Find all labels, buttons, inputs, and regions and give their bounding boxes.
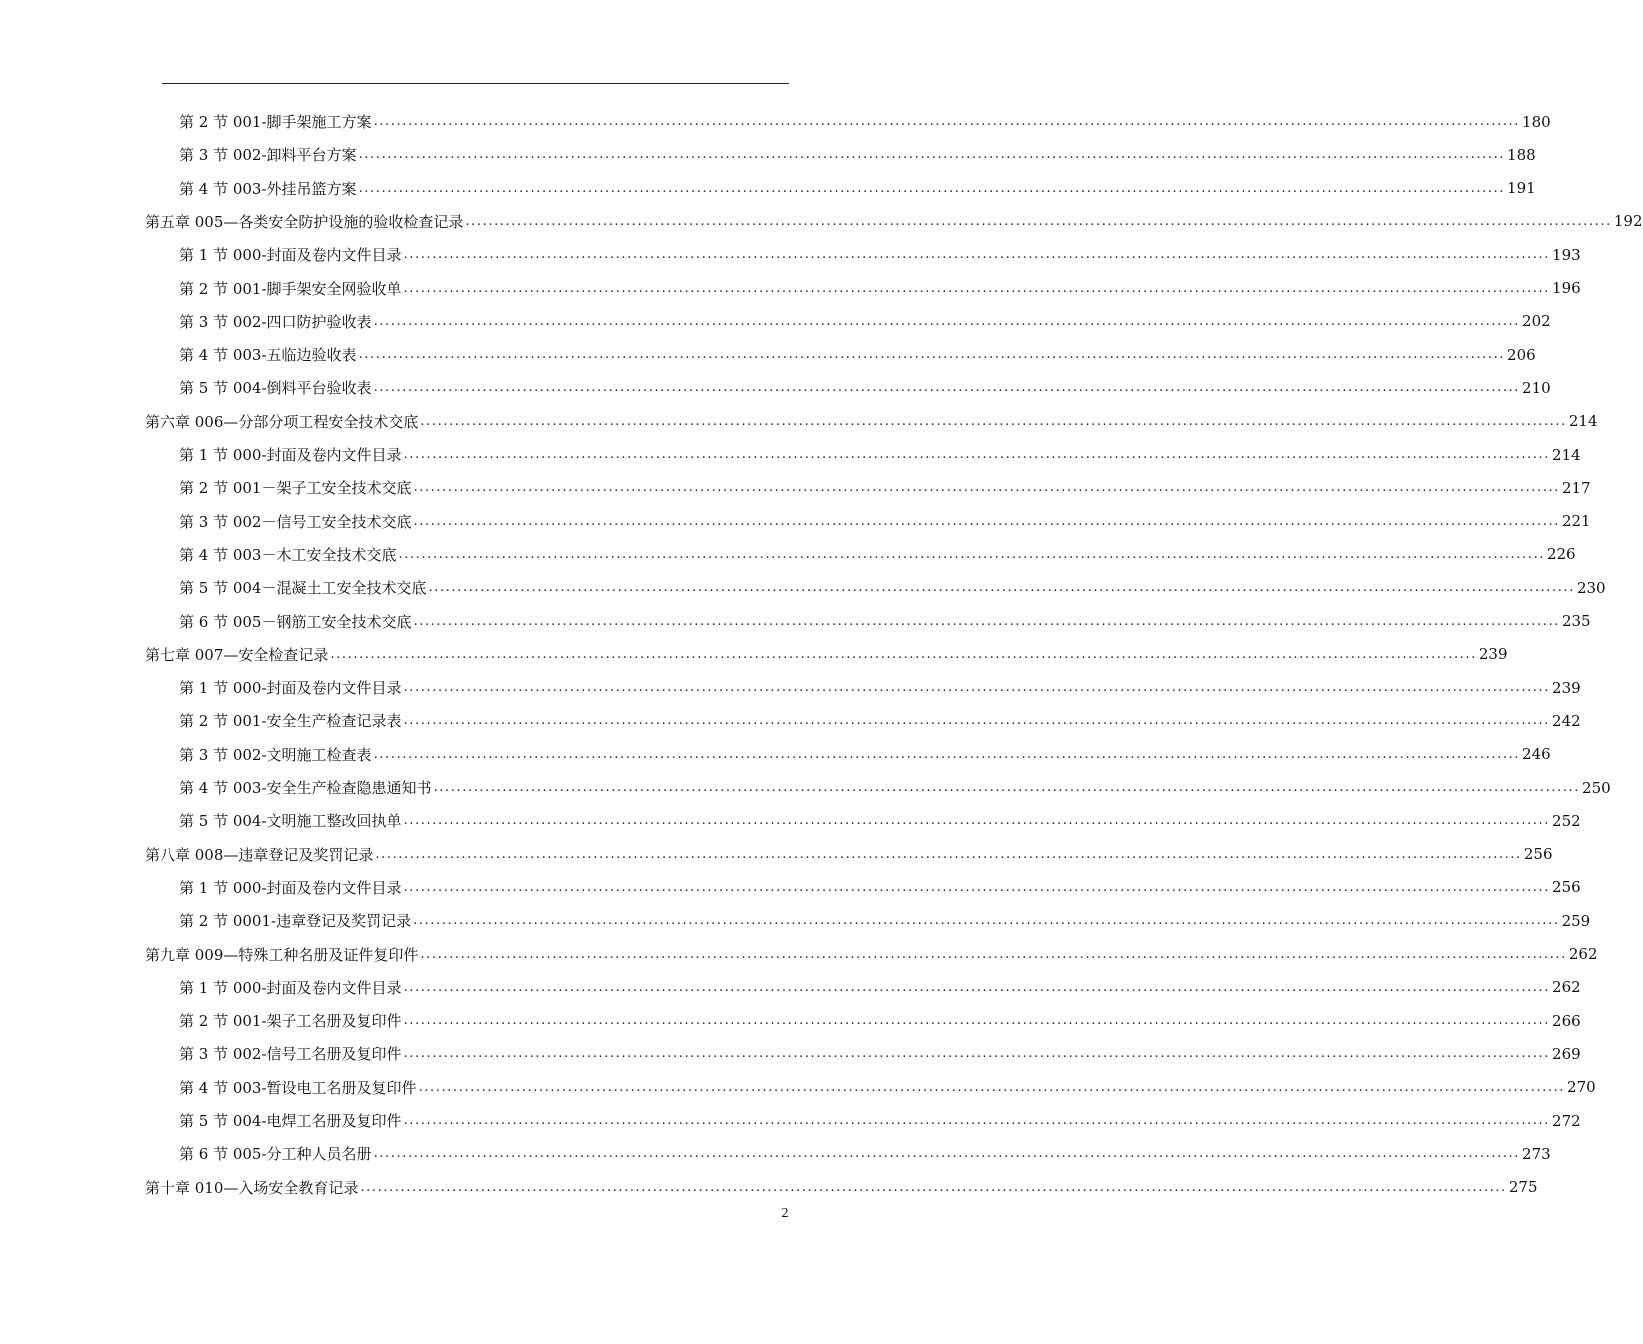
toc-chapter-entry[interactable] bbox=[145, 405, 1598, 438]
toc-chapter-entry[interactable] bbox=[145, 838, 1553, 871]
toc-section-entry[interactable] bbox=[179, 971, 1581, 1004]
toc-dot-leader: ........................................................................................................................................................................................................ bbox=[403, 713, 1551, 729]
toc-page-number: 206 bbox=[1507, 345, 1536, 364]
toc-page-number: 191 bbox=[1507, 179, 1536, 198]
toc-dot-leader: ........................................................................................................................................................................................................ bbox=[413, 513, 1560, 529]
toc-section-entry[interactable] bbox=[179, 871, 1581, 904]
toc-dot-leader: ........................................................................................................................................................................................................ bbox=[403, 680, 1551, 696]
toc-section-entry[interactable] bbox=[179, 438, 1581, 471]
toc-entry-title: 第 1 节 000-封面及卷内文件目录 bbox=[179, 446, 402, 464]
toc-section-entry[interactable] bbox=[179, 904, 1591, 937]
toc-entry-title: 第 1 节 000-封面及卷内文件目录 bbox=[179, 978, 402, 997]
toc-dot-leader: ........................................................................................................................................................................................................ bbox=[358, 347, 1506, 363]
toc-page-number: 239 bbox=[1552, 678, 1581, 697]
toc-entry-title: 第 6 节 005－钢筋工安全技术交底 bbox=[179, 612, 412, 631]
toc-page-number: 256 bbox=[1523, 845, 1553, 864]
toc-entry-title: 第 6 节 005-分工种人员名册 bbox=[179, 1145, 372, 1164]
toc-page-number: 226 bbox=[1546, 545, 1576, 564]
toc-chapter-entry[interactable] bbox=[145, 938, 1598, 971]
toc-entry-title: 第 5 节 004－混凝土工安全技术交底 bbox=[179, 579, 427, 598]
toc-dot-leader: ........................................................................................................................................................................................................ bbox=[360, 1179, 1507, 1195]
toc-page-number: 246 bbox=[1522, 745, 1551, 764]
toc-section-entry[interactable] bbox=[179, 305, 1551, 338]
toc-dot-leader: ........................................................................................................................................................................................................ bbox=[413, 913, 1560, 929]
toc-section-entry[interactable] bbox=[179, 571, 1606, 604]
toc-page-number: 188 bbox=[1507, 145, 1536, 164]
toc-section-entry[interactable] bbox=[179, 172, 1536, 205]
toc-entry-title: 第八章 008—违章登记及奖罚记录 bbox=[145, 845, 374, 864]
toc-dot-leader: ........................................................................................................................................................................................................ bbox=[330, 646, 1477, 662]
toc-entry-title: 第 1 节 000-封面及卷内文件目录 bbox=[179, 878, 402, 897]
toc-entry-title: 第 3 节 002-卸料平台方案 bbox=[179, 146, 357, 165]
toc-dot-leader: ........................................................................................................................................................................................................ bbox=[398, 546, 1545, 562]
toc-section-entry[interactable] bbox=[179, 138, 1536, 171]
toc-page-number: 221 bbox=[1561, 512, 1591, 531]
toc-section-entry[interactable] bbox=[179, 1104, 1581, 1137]
toc-entry-title: 第九章 009—特殊工种名册及证件复印件 bbox=[145, 945, 419, 964]
toc-entry-title: 第 2 节 001-架子工名册及复印件 bbox=[179, 1012, 402, 1031]
toc-dot-leader: ........................................................................................................................................................................................................ bbox=[428, 580, 1575, 596]
header-rule bbox=[162, 83, 789, 84]
toc-section-entry[interactable] bbox=[179, 1137, 1551, 1170]
toc-dot-leader: ........................................................................................................................................................................................................ bbox=[373, 1146, 1521, 1162]
toc-dot-leader: ........................................................................................................................................................................................................ bbox=[403, 247, 1551, 263]
toc-page-number: 192 bbox=[1613, 212, 1643, 231]
toc-page-number: 262 bbox=[1568, 945, 1598, 963]
toc-entry-title: 第 3 节 002－信号工安全技术交底 bbox=[179, 512, 412, 531]
toc-dot-leader: ........................................................................................................................................................................................................ bbox=[403, 1013, 1551, 1029]
toc-page-number: 196 bbox=[1552, 279, 1581, 297]
toc-dot-leader: ........................................................................................................................................................................................................ bbox=[403, 280, 1551, 296]
toc-entry-title: 第 4 节 003-五临边验收表 bbox=[179, 346, 357, 365]
toc-page-number: 193 bbox=[1552, 245, 1581, 264]
toc-page-number: 262 bbox=[1552, 978, 1581, 997]
toc-section-entry[interactable] bbox=[179, 238, 1581, 271]
toc-section-entry[interactable] bbox=[179, 738, 1551, 771]
toc-dot-leader: ........................................................................................................................................................................................................ bbox=[403, 1046, 1551, 1062]
toc-page-number: 214 bbox=[1552, 445, 1581, 464]
toc-entry-title: 第 3 节 002-文明施工检查表 bbox=[179, 745, 372, 764]
toc-section-entry[interactable] bbox=[179, 771, 1611, 804]
page-number: 2 bbox=[781, 1206, 789, 1221]
toc-page-number: 256 bbox=[1552, 878, 1581, 897]
toc-dot-leader: ........................................................................................................................................................................................................ bbox=[373, 114, 1521, 129]
toc-dot-leader: ........................................................................................................................................................................................................ bbox=[403, 447, 1551, 462]
toc-dot-leader: ........................................................................................................................................................................................................ bbox=[413, 613, 1560, 629]
toc-section-entry[interactable] bbox=[179, 371, 1551, 404]
toc-page-number: 214 bbox=[1568, 412, 1598, 431]
toc-entry-title: 第 5 节 004-文明施工整改回执单 bbox=[179, 812, 402, 831]
toc-page-number: 239 bbox=[1478, 645, 1508, 664]
toc-dot-leader: ........................................................................................................................................................................................................ bbox=[403, 979, 1551, 995]
toc-section-entry[interactable] bbox=[179, 1004, 1581, 1037]
toc-entry-title: 第 3 节 002-四口防护验收表 bbox=[179, 312, 372, 331]
toc-section-entry[interactable] bbox=[179, 804, 1581, 837]
toc-dot-leader: ........................................................................................................................................................................................................ bbox=[403, 813, 1551, 829]
toc-entry-title: 第 1 节 000-封面及卷内文件目录 bbox=[179, 246, 402, 265]
toc-dot-leader: ........................................................................................................................................................................................................ bbox=[403, 879, 1551, 895]
toc-entry-title: 第 5 节 004-倒料平台验收表 bbox=[179, 379, 372, 398]
toc-page-number: 180 bbox=[1522, 112, 1551, 131]
toc-chapter-entry[interactable] bbox=[145, 205, 1643, 238]
toc-entry-title: 第 1 节 000-封面及卷内文件目录 bbox=[179, 679, 402, 698]
toc-entry-title: 第 5 节 004-电焊工名册及复印件 bbox=[179, 1112, 402, 1130]
toc-dot-leader: ........................................................................................................................................................................................................ bbox=[403, 1113, 1551, 1128]
toc-dot-leader: ........................................................................................................................................................................................................ bbox=[420, 413, 1567, 429]
toc-dot-leader: ........................................................................................................................................................................................................ bbox=[358, 180, 1506, 196]
toc-entry-title: 第 3 节 002-信号工名册及复印件 bbox=[179, 1045, 402, 1064]
toc-page-number: 210 bbox=[1522, 378, 1551, 397]
toc-section-entry[interactable] bbox=[179, 338, 1536, 371]
toc-entry-title: 第七章 007—安全检查记录 bbox=[145, 645, 329, 664]
toc-dot-leader: ........................................................................................................................................................................................................ bbox=[375, 846, 1522, 862]
toc-page-number: 250 bbox=[1582, 778, 1611, 797]
toc-page-number: 269 bbox=[1552, 1044, 1581, 1063]
toc-entry-title: 第 2 节 001－架子工安全技术交底 bbox=[179, 479, 412, 498]
toc-page-number: 272 bbox=[1552, 1111, 1581, 1130]
toc-dot-leader: ........................................................................................................................................................................................................ bbox=[420, 946, 1567, 962]
toc-page-number: 273 bbox=[1522, 1144, 1551, 1163]
toc-page-number: 242 bbox=[1552, 711, 1581, 730]
toc-page-number: 202 bbox=[1522, 312, 1551, 331]
toc-dot-leader: ........................................................................................................................................................................................................ bbox=[373, 313, 1521, 329]
toc-section-entry[interactable] bbox=[179, 505, 1591, 538]
toc-dot-leader: ........................................................................................................................................................................................................ bbox=[358, 147, 1506, 163]
toc-dot-leader: ........................................................................................................................................................................................................ bbox=[373, 746, 1521, 762]
toc-page-number: 275 bbox=[1508, 1178, 1538, 1197]
toc-page-number: 266 bbox=[1552, 1011, 1581, 1030]
toc-section-entry[interactable] bbox=[179, 704, 1581, 737]
toc-dot-leader: ........................................................................................................................................................................................................ bbox=[418, 1079, 1566, 1095]
toc-entry-title: 第五章 005—各类安全防护设施的验收检查记录 bbox=[145, 212, 464, 231]
toc-section-entry[interactable] bbox=[179, 538, 1576, 571]
toc-entry-title: 第六章 006—分部分项工程安全技术交底 bbox=[145, 412, 419, 431]
toc-dot-leader: ........................................................................................................................................................................................................ bbox=[465, 213, 1612, 229]
toc-page-number: 259 bbox=[1561, 911, 1591, 930]
toc-dot-leader: ........................................................................................................................................................................................................ bbox=[413, 480, 1560, 496]
toc-page-number: 217 bbox=[1561, 478, 1591, 497]
toc-dot-leader: ........................................................................................................................................................................................................ bbox=[433, 780, 1581, 795]
toc-entry-title: 第 4 节 003-安全生产检查隐患通知书 bbox=[179, 779, 432, 797]
toc-entry-title: 第 4 节 003-暂设电工名册及复印件 bbox=[179, 1078, 417, 1097]
toc-entry-title: 第 2 节 001-安全生产检查记录表 bbox=[179, 712, 402, 731]
toc-entry-title: 第 4 节 003-外挂吊篮方案 bbox=[179, 179, 357, 198]
toc-page-number: 235 bbox=[1561, 612, 1591, 630]
toc-page-number: 230 bbox=[1576, 578, 1606, 597]
toc-section-entry[interactable] bbox=[179, 1037, 1581, 1070]
toc-entry-title: 第十章 010—入场安全教育记录 bbox=[145, 1178, 359, 1197]
toc-page-number: 252 bbox=[1552, 811, 1581, 830]
toc-chapter-entry[interactable] bbox=[145, 1171, 1538, 1204]
toc-dot-leader: ........................................................................................................................................................................................................ bbox=[373, 380, 1521, 396]
toc-section-entry[interactable] bbox=[179, 105, 1551, 138]
toc-section-entry[interactable] bbox=[179, 272, 1581, 305]
toc-section-entry[interactable] bbox=[179, 1071, 1596, 1104]
toc-section-entry[interactable] bbox=[179, 605, 1591, 638]
toc-entry-title: 第 2 节 001-脚手架安全网验收单 bbox=[179, 279, 402, 298]
toc-section-entry[interactable] bbox=[179, 471, 1591, 504]
toc-section-entry[interactable] bbox=[179, 671, 1581, 704]
toc-entry-title: 第 4 节 003－木工安全技术交底 bbox=[179, 545, 397, 564]
toc-entry-title: 第 2 节 001-脚手架施工方案 bbox=[179, 113, 372, 131]
toc-chapter-entry[interactable] bbox=[145, 638, 1508, 671]
toc-entry-title: 第 2 节 0001-违章登记及奖罚记录 bbox=[179, 912, 412, 931]
toc-page-number: 270 bbox=[1567, 1078, 1596, 1097]
